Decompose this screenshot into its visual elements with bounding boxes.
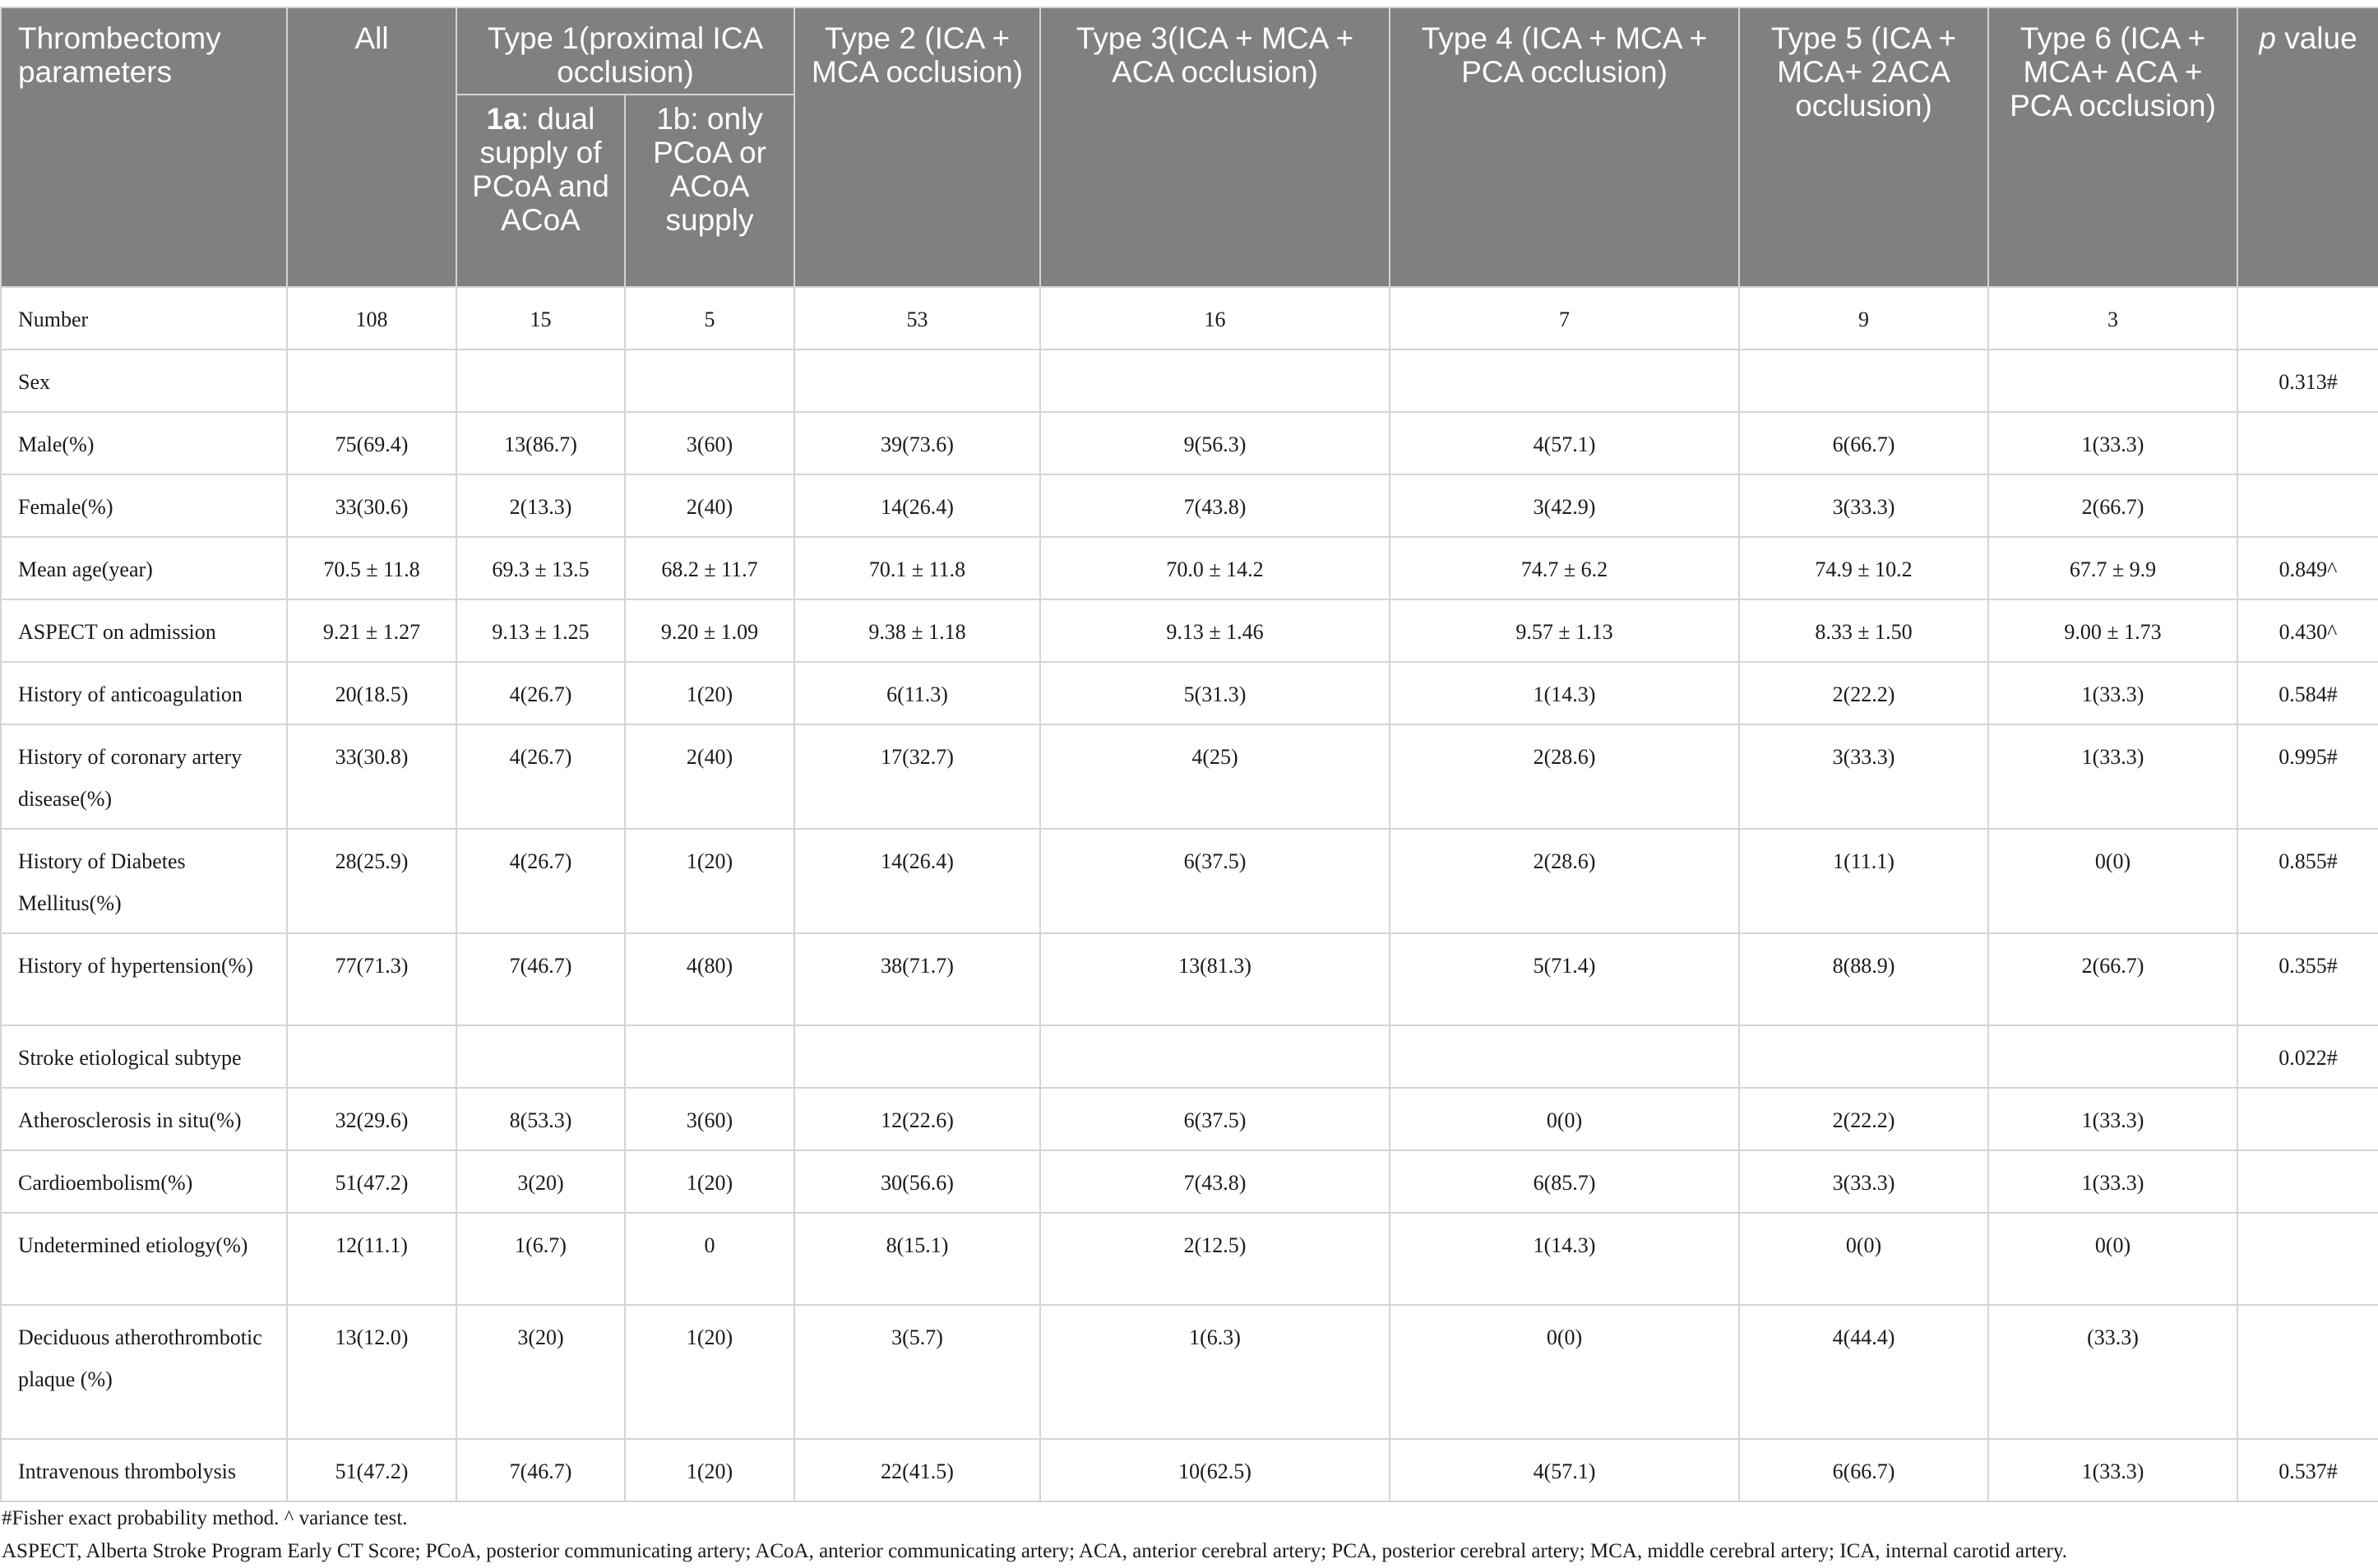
header-type3: Type 3(ICA + MCA + ACA occlusion) — [1040, 7, 1390, 287]
data-table — [0, 7, 2378, 1502]
cell-t3: 16 — [1040, 287, 1390, 349]
cell-t6: 1(33.3) — [1988, 412, 2237, 474]
cell-t2: 14(26.4) — [794, 474, 1040, 537]
footnote-symbols: #Fisher exact probability method. ^ variance test. — [2, 1507, 408, 1529]
cell-t4: 0(0) — [1390, 1088, 1739, 1150]
table-row — [1, 537, 2378, 599]
cell-all: 70.5 ± 11.8 — [287, 537, 456, 599]
cell-t1a: 7(46.7) — [456, 1439, 625, 1501]
header-type1: Type 1(proximal ICA occlusion) — [456, 7, 794, 95]
cell-t1b: 5 — [625, 287, 794, 349]
cell-t1b: 1(20) — [625, 1150, 794, 1213]
cell-t1a: 9.13 ± 1.25 — [456, 599, 625, 662]
cell-t5: 6(66.7) — [1739, 1439, 1988, 1501]
cell-t5: 3(33.3) — [1739, 1150, 1988, 1213]
row-label: History of anticoagulation — [1, 662, 287, 724]
cell-t1b — [625, 1025, 794, 1088]
table-row — [1, 412, 2378, 474]
cell-t5: 0(0) — [1739, 1213, 1988, 1305]
header-parameters: Thrombectomy parameters — [1, 7, 287, 287]
cell-all: 12(11.1) — [287, 1213, 456, 1305]
row-label: Male(%) — [1, 412, 287, 474]
cell-t1a: 1(6.7) — [456, 1213, 625, 1305]
cell-t2: 39(73.6) — [794, 412, 1040, 474]
cell-t4: 1(14.3) — [1390, 662, 1739, 724]
cell-t6: 1(33.3) — [1988, 724, 2237, 829]
cell-t1a: 15 — [456, 287, 625, 349]
cell-t6: 1(33.3) — [1988, 1150, 2237, 1213]
cell-t3: 4(25) — [1040, 724, 1390, 829]
cell-t1b: 2(40) — [625, 474, 794, 537]
cell-all: 32(29.6) — [287, 1088, 456, 1150]
table-header — [1, 7, 2378, 287]
cell-t6: 9.00 ± 1.73 — [1988, 599, 2237, 662]
cell-p: 0.313# — [2237, 349, 2378, 412]
cell-t1a: 2(13.3) — [456, 474, 625, 537]
cell-t3: 9.13 ± 1.46 — [1040, 599, 1390, 662]
table-row — [1, 599, 2378, 662]
cell-t4 — [1390, 1025, 1739, 1088]
cell-t5: 9 — [1739, 287, 1988, 349]
cell-t2: 70.1 ± 11.8 — [794, 537, 1040, 599]
cell-t3: 7(43.8) — [1040, 474, 1390, 537]
cell-t5: 6(66.7) — [1739, 412, 1988, 474]
cell-t2: 12(22.6) — [794, 1088, 1040, 1150]
cell-t5 — [1739, 349, 1988, 412]
table-row — [1, 662, 2378, 724]
row-label: Cardioembolism(%) — [1, 1150, 287, 1213]
table-row — [1, 349, 2378, 412]
cell-t1b: 68.2 ± 11.7 — [625, 537, 794, 599]
cell-all: 51(47.2) — [287, 1439, 456, 1501]
row-label: Number — [1, 287, 287, 349]
cell-p: 0.855# — [2237, 829, 2378, 933]
cell-t1a: 4(26.7) — [456, 829, 625, 933]
cell-all: 20(18.5) — [287, 662, 456, 724]
cell-t1b: 9.20 ± 1.09 — [625, 599, 794, 662]
table-row — [1, 1213, 2378, 1305]
cell-t1a: 4(26.7) — [456, 724, 625, 829]
cell-all: 9.21 ± 1.27 — [287, 599, 456, 662]
cell-t2: 53 — [794, 287, 1040, 349]
cell-t3: 70.0 ± 14.2 — [1040, 537, 1390, 599]
header-type6: Type 6 (ICA + MCA+ ACA + PCA occlusion) — [1988, 7, 2237, 287]
cell-t1b: 2(40) — [625, 724, 794, 829]
row-label: Stroke etiological subtype — [1, 1025, 287, 1088]
cell-t6: 2(66.7) — [1988, 474, 2237, 537]
table-row — [1, 829, 2378, 933]
cell-t2: 30(56.6) — [794, 1150, 1040, 1213]
cell-t4: 7 — [1390, 287, 1739, 349]
cell-t2: 3(5.7) — [794, 1305, 1040, 1439]
row-label: Mean age(year) — [1, 537, 287, 599]
type1a-bold: 1a — [486, 102, 520, 136]
table-row — [1, 474, 2378, 537]
header-p-value — [2237, 7, 2378, 287]
cell-t2: 38(71.7) — [794, 933, 1040, 1025]
cell-t5: 3(33.3) — [1739, 474, 1988, 537]
cell-t4: 5(71.4) — [1390, 933, 1739, 1025]
cell-t1b — [625, 349, 794, 412]
table-row — [1, 1088, 2378, 1150]
cell-t2: 22(41.5) — [794, 1439, 1040, 1501]
cell-all — [287, 1025, 456, 1088]
cell-t1a: 3(20) — [456, 1305, 625, 1439]
cell-t6 — [1988, 349, 2237, 412]
cell-t3: 9(56.3) — [1040, 412, 1390, 474]
footnotes — [0, 1502, 2378, 1568]
cell-t6: 2(66.7) — [1988, 933, 2237, 1025]
cell-t4: 74.7 ± 6.2 — [1390, 537, 1739, 599]
cell-p — [2237, 1150, 2378, 1213]
cell-t1a: 7(46.7) — [456, 933, 625, 1025]
cell-all: 33(30.8) — [287, 724, 456, 829]
cell-t6: 0(0) — [1988, 1213, 2237, 1305]
cell-t3: 6(37.5) — [1040, 1088, 1390, 1150]
cell-t6: 0(0) — [1988, 829, 2237, 933]
cell-p: 0.584# — [2237, 662, 2378, 724]
row-label: History of coronary artery disease(%) — [1, 724, 287, 829]
header-type4: Type 4 (ICA + MCA + PCA occlusion) — [1390, 7, 1739, 287]
cell-p: 0.995# — [2237, 724, 2378, 829]
cell-t6: 3 — [1988, 287, 2237, 349]
cell-t2: 6(11.3) — [794, 662, 1040, 724]
cell-t1b: 1(20) — [625, 1439, 794, 1501]
row-label: Undetermined etiology(%) — [1, 1213, 287, 1305]
row-label: Sex — [1, 349, 287, 412]
cell-t1a — [456, 349, 625, 412]
p-value-rest: value — [2275, 21, 2357, 55]
cell-all: 13(12.0) — [287, 1305, 456, 1439]
cell-t6: 1(33.3) — [1988, 1088, 2237, 1150]
type1a-rest: : dual supply of PCoA and ACoA — [472, 102, 609, 237]
cell-p — [2237, 1088, 2378, 1150]
table-row — [1, 724, 2378, 829]
cell-p: 0.022# — [2237, 1025, 2378, 1088]
cell-t3: 10(62.5) — [1040, 1439, 1390, 1501]
cell-t3: 6(37.5) — [1040, 829, 1390, 933]
cell-t3: 5(31.3) — [1040, 662, 1390, 724]
cell-all: 77(71.3) — [287, 933, 456, 1025]
cell-t1a: 3(20) — [456, 1150, 625, 1213]
cell-t3 — [1040, 1025, 1390, 1088]
cell-t3: 7(43.8) — [1040, 1150, 1390, 1213]
row-label: History of hypertension(%) — [1, 933, 287, 1025]
cell-t6: (33.3) — [1988, 1305, 2237, 1439]
cell-t4: 3(42.9) — [1390, 474, 1739, 537]
cell-t4: 2(28.6) — [1390, 724, 1739, 829]
header-all: All — [287, 7, 456, 287]
row-label: ASPECT on admission — [1, 599, 287, 662]
cell-t3: 1(6.3) — [1040, 1305, 1390, 1439]
cell-t1a — [456, 1025, 625, 1088]
cell-t5: 2(22.2) — [1739, 662, 1988, 724]
cell-t2: 8(15.1) — [794, 1213, 1040, 1305]
cell-t1b: 0 — [625, 1213, 794, 1305]
cell-t4 — [1390, 349, 1739, 412]
cell-t6 — [1988, 1025, 2237, 1088]
table-row — [1, 1150, 2378, 1213]
cell-t5: 1(11.1) — [1739, 829, 1988, 933]
cell-t5: 2(22.2) — [1739, 1088, 1988, 1150]
cell-t1a: 13(86.7) — [456, 412, 625, 474]
cell-all: 33(30.6) — [287, 474, 456, 537]
table-row — [1, 933, 2378, 1025]
cell-t4: 1(14.3) — [1390, 1213, 1739, 1305]
cell-p — [2237, 474, 2378, 537]
table-body — [1, 287, 2378, 1501]
cell-t4: 4(57.1) — [1390, 412, 1739, 474]
header-type1a — [456, 95, 625, 287]
cell-t4: 2(28.6) — [1390, 829, 1739, 933]
cell-t1b: 1(20) — [625, 662, 794, 724]
cell-t1b: 3(60) — [625, 1088, 794, 1150]
table-row — [1, 1439, 2378, 1501]
cell-t5: 8(88.9) — [1739, 933, 1988, 1025]
header-type5: Type 5 (ICA + MCA+ 2ACA occlusion) — [1739, 7, 1988, 287]
table-row — [1, 1305, 2378, 1439]
cell-t3: 13(81.3) — [1040, 933, 1390, 1025]
row-label: Female(%) — [1, 474, 287, 537]
p-italic: p — [2259, 21, 2276, 55]
cell-t1b: 4(80) — [625, 933, 794, 1025]
cell-t2 — [794, 349, 1040, 412]
cell-t4: 9.57 ± 1.13 — [1390, 599, 1739, 662]
cell-t2: 14(26.4) — [794, 829, 1040, 933]
cell-t2: 9.38 ± 1.18 — [794, 599, 1040, 662]
cell-p: 0.430^ — [2237, 599, 2378, 662]
cell-t4: 0(0) — [1390, 1305, 1739, 1439]
cell-t1a: 4(26.7) — [456, 662, 625, 724]
cell-p: 0.355# — [2237, 933, 2378, 1025]
cell-t1b: 1(20) — [625, 1305, 794, 1439]
cell-t5: 74.9 ± 10.2 — [1739, 537, 1988, 599]
cell-all: 75(69.4) — [287, 412, 456, 474]
cell-t5: 3(33.3) — [1739, 724, 1988, 829]
row-label: Deciduous atherothrombotic plaque (%) — [1, 1305, 287, 1439]
cell-t3 — [1040, 349, 1390, 412]
row-label: Intravenous thrombolysis — [1, 1439, 287, 1501]
table-container — [0, 7, 2378, 1568]
cell-t6: 67.7 ± 9.9 — [1988, 537, 2237, 599]
cell-t1b: 1(20) — [625, 829, 794, 933]
header-type1b: 1b: only PCoA or ACoA supply — [625, 95, 794, 287]
cell-t1a: 69.3 ± 13.5 — [456, 537, 625, 599]
cell-p — [2237, 1213, 2378, 1305]
cell-t5: 8.33 ± 1.50 — [1739, 599, 1988, 662]
cell-p: 0.537# — [2237, 1439, 2378, 1501]
cell-t3: 2(12.5) — [1040, 1213, 1390, 1305]
cell-t1b: 3(60) — [625, 412, 794, 474]
row-label: History of Diabetes Mellitus(%) — [1, 829, 287, 933]
cell-all: 108 — [287, 287, 456, 349]
cell-t6: 1(33.3) — [1988, 1439, 2237, 1501]
cell-p — [2237, 412, 2378, 474]
cell-all: 51(47.2) — [287, 1150, 456, 1213]
row-label: Atherosclerosis in situ(%) — [1, 1088, 287, 1150]
table-row — [1, 1025, 2378, 1088]
cell-p: 0.849^ — [2237, 537, 2378, 599]
table-row — [1, 287, 2378, 349]
cell-t4: 4(57.1) — [1390, 1439, 1739, 1501]
cell-t2: 17(32.7) — [794, 724, 1040, 829]
cell-p — [2237, 287, 2378, 349]
cell-all: 28(25.9) — [287, 829, 456, 933]
cell-t5 — [1739, 1025, 1988, 1088]
footnote-abbreviations: ASPECT, Alberta Stroke Program Early CT Score; PCoA, posterior communicating artery; ACoA, anterior communicating artery; ACA, anterior cerebral artery; PCA, posterior cerebral artery; MCA, middle cerebral artery; ICA, internal carotid artery. — [2, 1540, 2067, 1562]
cell-p — [2237, 1305, 2378, 1439]
cell-t1a: 8(53.3) — [456, 1088, 625, 1150]
cell-t6: 1(33.3) — [1988, 662, 2237, 724]
header-type2: Type 2 (ICA + MCA occlusion) — [794, 7, 1040, 287]
cell-all — [287, 349, 456, 412]
cell-t5: 4(44.4) — [1739, 1305, 1988, 1439]
cell-t4: 6(85.7) — [1390, 1150, 1739, 1213]
cell-t2 — [794, 1025, 1040, 1088]
